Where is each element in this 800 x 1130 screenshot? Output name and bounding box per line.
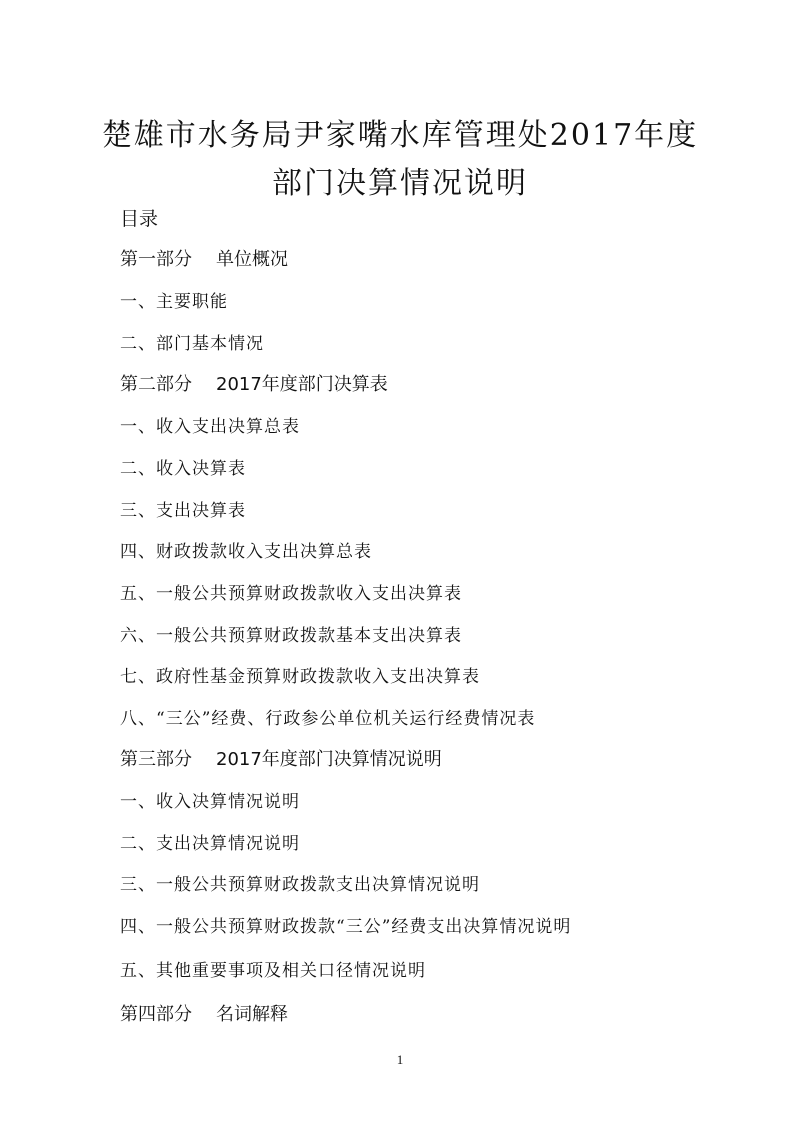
- part-label: 第四部分: [120, 1004, 192, 1025]
- toc-item: 二、部门基本情况: [120, 334, 264, 354]
- toc-item: 一、收入支出决算总表: [120, 417, 300, 437]
- document-title-line1: 楚雄市水务局尹家嘴水库管理处2017年度: [101, 118, 699, 153]
- part-title: 2017年度部门决算表: [216, 374, 388, 395]
- part-title: 单位概况: [216, 249, 288, 270]
- toc-item: 七、政府性基金预算财政拨款收入支出决算表: [120, 667, 480, 687]
- toc-item: 四、一般公共预算财政拨款“三公”经费支出决算情况说明: [120, 917, 572, 937]
- toc-part-1: [120, 245, 288, 271]
- toc-part-3: [120, 745, 442, 771]
- toc-item: 二、收入决算表: [120, 459, 246, 479]
- toc-item: 六、一般公共预算财政拨款基本支出决算表: [120, 626, 462, 646]
- toc-item: 二、支出决算情况说明: [120, 834, 300, 854]
- toc-part-4: [120, 1000, 288, 1026]
- toc-item: 一、收入决算情况说明: [120, 792, 300, 812]
- part-title: 名词解释: [216, 1004, 288, 1025]
- toc-item: 三、支出决算表: [120, 501, 246, 521]
- toc-part-2: [120, 370, 388, 396]
- part-label: 第二部分: [120, 374, 192, 395]
- page-number: 1: [396, 1052, 404, 1067]
- toc-item: 三、一般公共预算财政拨款支出决算情况说明: [120, 875, 480, 895]
- toc-item: 八、“三公”经费、行政参公单位机关运行经费情况表: [120, 709, 536, 729]
- document-title-line2: 部门决算情况说明: [272, 166, 528, 201]
- toc-item: 四、财政拨款收入支出决算总表: [120, 542, 372, 562]
- part-label: 第三部分: [120, 749, 192, 770]
- part-title: 2017年度部门决算情况说明: [216, 749, 442, 770]
- toc-item: 五、其他重要事项及相关口径情况说明: [120, 961, 426, 981]
- part-label: 第一部分: [120, 249, 192, 270]
- toc-item: 五、一般公共预算财政拨款收入支出决算表: [120, 584, 462, 604]
- toc-item: 一、主要职能: [120, 292, 228, 312]
- toc-heading: 目录: [120, 208, 159, 230]
